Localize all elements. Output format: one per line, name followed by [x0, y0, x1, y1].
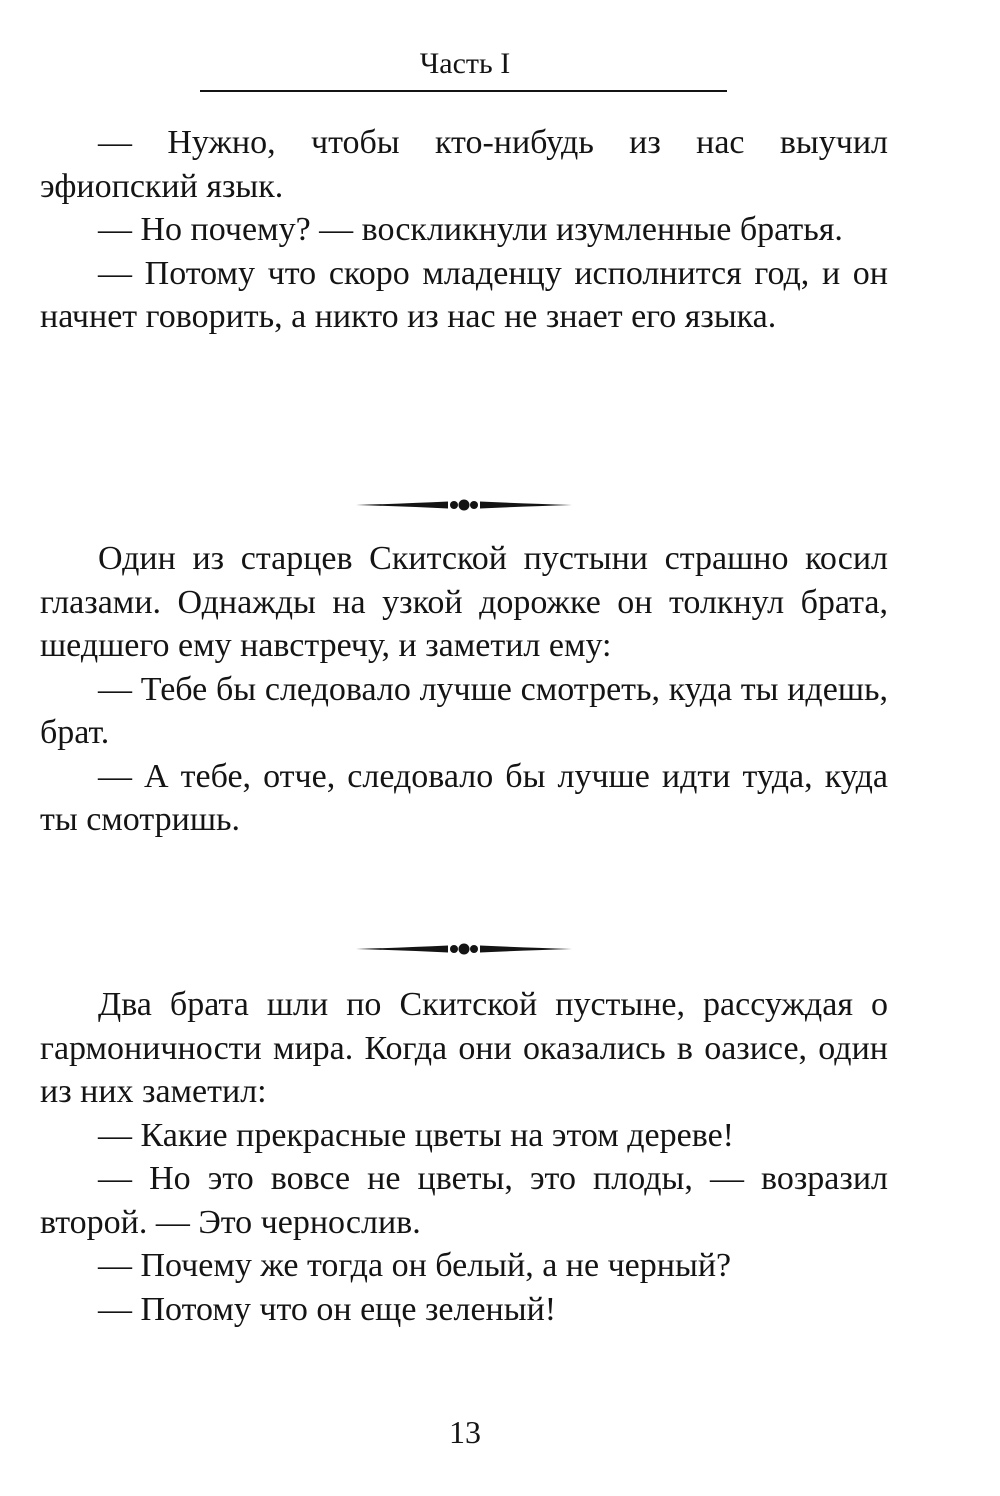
running-head-title: Часть I: [419, 47, 511, 80]
paragraph: Один из старцев Скитской пустыни страшно косил глазами. Однажды на узкой дорожке он толкнул брата, шедшего ему навстречу, и заметил ему:: [40, 540, 888, 664]
section-divider-ornament: [356, 496, 572, 514]
paragraph: — Нужно, чтобы кто-нибудь из нас выучил эфиопский язык.: [40, 124, 888, 205]
page-number: 13: [449, 1414, 481, 1450]
text-section-2: [40, 537, 888, 842]
text-section-1: [40, 121, 888, 339]
header-rule: [200, 90, 727, 92]
section-divider-ornament: [356, 940, 572, 958]
paragraph: — Потому что он еще зеленый!: [98, 1290, 557, 1328]
text-section-3: [40, 983, 888, 1331]
paragraph: — Но почему? — воскликнули изумленные братья.: [98, 211, 843, 248]
paragraph: — Потому что скоро младенцу исполнится год, и он начнет говорить, а никто из нас не знает его языка.: [40, 254, 888, 335]
paragraph: Два брата шли по Скитской пустыне, рассуждая о гармоничности мира. Когда они оказались в оазисе, один из них заметил:: [40, 986, 888, 1110]
paragraph: — Но это вовсе не цветы, это плоды, — возразил второй. — Это чернослив.: [40, 1160, 888, 1241]
paragraph: — Почему же тогда он белый, а не черный?: [98, 1247, 732, 1284]
paragraph: — Какие прекрасные цветы на этом дереве!: [98, 1116, 734, 1154]
paragraph: — Тебе бы следовало лучше смотреть, куда ты идешь, брат.: [40, 670, 888, 751]
paragraph: — А тебе, отче, следовало бы лучше идти туда, куда ты смотришь.: [40, 757, 888, 838]
